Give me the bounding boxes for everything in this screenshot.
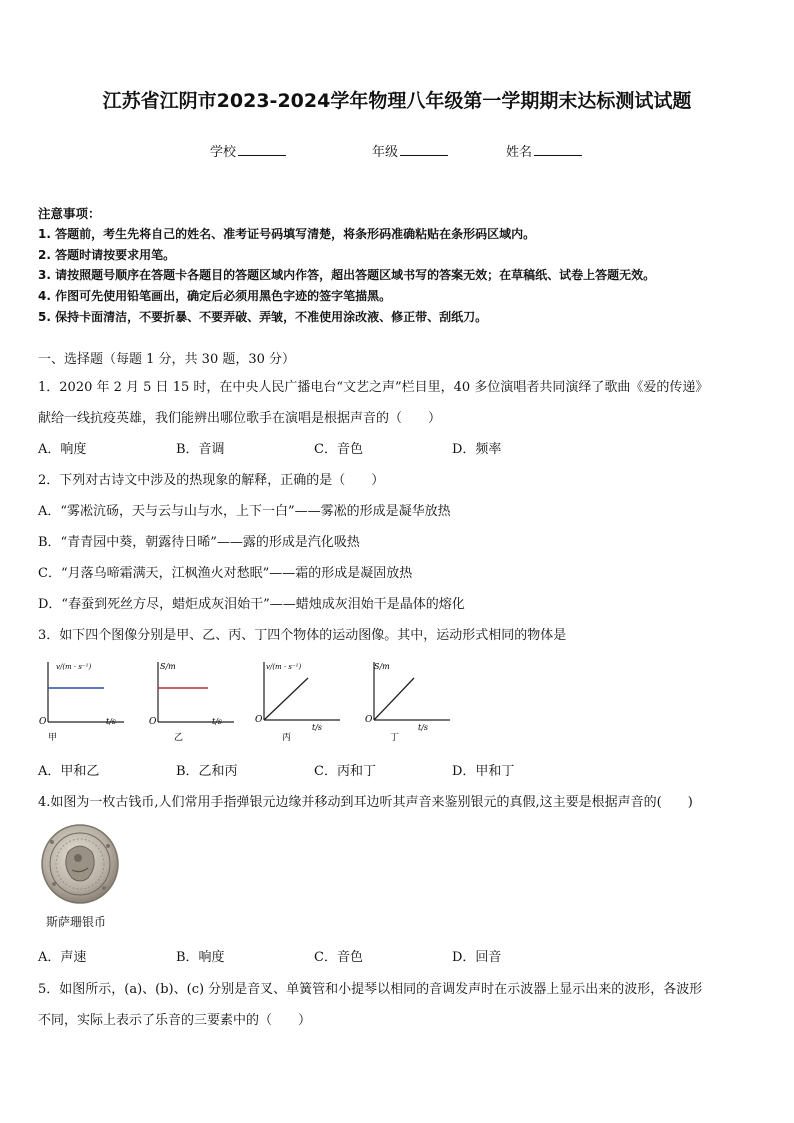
grade-blank	[400, 143, 448, 156]
name-blank	[534, 143, 582, 156]
q4-option-a: A．声速	[38, 950, 87, 965]
y-axis-label: S/m	[374, 662, 390, 671]
section-heading: 一、选择题（每题 1 分，共 30 题，30 分）	[38, 352, 296, 367]
q3-stem: 3．如下四个图像分别是甲、乙、丙、丁四个物体的运动图像。其中，运动形式相同的物体是	[38, 628, 567, 643]
q2-option-a: A．“雾凇沆砀，天与云与山与水，上下一白”——雾凇的形成是凝华放热	[38, 504, 451, 519]
graph-line	[264, 678, 308, 720]
q2-option-d: D．“春蚕到死丝方尽，蜡炬成灰泪始干”——蜡烛成灰泪始干是晶体的熔化	[38, 597, 465, 612]
grade-field	[372, 141, 448, 160]
name-field	[506, 141, 582, 160]
q4-option-d: D．回音	[452, 950, 502, 965]
x-axis-label: t/s	[106, 717, 117, 726]
motion-graph-ding	[362, 656, 458, 746]
q2-option-b: B．“青青园中葵，朝露待日晞”——露的形成是汽化吸热	[38, 535, 360, 550]
origin-label: O	[365, 715, 373, 725]
y-axis-label: S/m	[160, 662, 176, 671]
graph-caption: 丙	[282, 733, 292, 743]
q2-option-c: C．“月落乌啼霜满天，江枫渔火对愁眠”——霜的形成是凝固放热	[38, 566, 413, 581]
origin-label: O	[255, 715, 263, 725]
notice-item: 5. 保持卡面清洁，不要折暴、不要弄破、弄皱，不准使用涂改液、修正带、刮纸刀。	[38, 310, 488, 324]
q5-stem-line1: 5．如图所示，(a)、(b)、(c) 分别是音叉、单簧管和小提琴以相同的音调发声时在示波器上显示出来的波形，各波形	[38, 982, 703, 997]
motion-graph-jia	[36, 656, 128, 746]
notice-item: 3. 请按照题号顺序在答题卡各题目的答题区域内作答，超出答题区域书写的答案无效；在草稿纸、试卷上答题无效。	[38, 268, 656, 282]
x-axis-label: t/s	[418, 723, 429, 732]
notice-item: 4. 作图可先使用铅笔画出，确定后必须用黑色字迹的签字笔描黑。	[38, 289, 392, 303]
graph-line	[374, 678, 414, 720]
graph-caption: 甲	[48, 733, 58, 743]
q3-option-a: A．甲和乙	[38, 764, 100, 779]
origin-label: O	[149, 717, 157, 727]
q5-stem-line2: 不同，实际上表示了乐音的三要素中的（ ）	[38, 1013, 312, 1028]
q1-stem-line1: 1．2020 年 2 月 5 日 15 时，在中央人民广播电台“文艺之声”栏目里，40 多位演唱者共同演绎了歌曲《爱的传递》	[38, 380, 709, 395]
q2-stem: 2．下列对古诗文中涉及的热现象的解释，正确的是（ ）	[38, 473, 385, 488]
school-label: 学校	[210, 145, 237, 160]
name-label: 姓名	[506, 145, 533, 160]
q1-option-b: B．音调	[176, 442, 225, 457]
y-axis-label: v/(m · s⁻¹)	[56, 663, 92, 671]
silver-coin-image	[38, 822, 122, 906]
q4-option-b: B．响度	[176, 950, 225, 965]
q1-stem-line2: 献给一线抗疫英雄，我们能辨出哪位歌手在演唱是根据声音的（ ）	[38, 411, 442, 426]
graph-caption: 丁	[390, 733, 400, 743]
notice-item: 2. 答题时请按要求用笔。	[38, 248, 176, 262]
y-axis-label: v/(m · s⁻¹)	[266, 663, 302, 671]
q3-option-c: C．丙和丁	[314, 764, 376, 779]
graph-caption: 乙	[174, 733, 184, 743]
q1-option-c: C．音色	[314, 442, 363, 457]
q1-option-a: A．响度	[38, 442, 87, 457]
coin-caption: 斯萨珊银币	[46, 915, 107, 929]
origin-label: O	[39, 717, 47, 727]
q4-stem: 4.如图为一枚古钱币,人们常用手指弹银元边缘并移动到耳边听其声音来鉴别银元的真假,这主要是根据声音的( )	[38, 795, 693, 810]
grade-label: 年级	[372, 145, 399, 160]
x-axis-label: t/s	[312, 723, 323, 732]
school-field	[210, 141, 286, 160]
exam-title: 江苏省江阴市2023-2024学年物理八年级第一学期期末达标测试试题	[102, 90, 692, 112]
school-blank	[238, 143, 286, 156]
motion-graph-yi	[146, 656, 238, 746]
x-axis-label: t/s	[212, 717, 223, 726]
q1-option-d: D．频率	[452, 442, 502, 457]
motion-graph-bing	[252, 656, 352, 746]
q4-option-c: C．音色	[314, 950, 363, 965]
notice-title: 注意事项：	[38, 206, 101, 221]
q3-option-b: B．乙和丙	[176, 764, 238, 779]
q3-option-d: D．甲和丁	[452, 764, 515, 779]
notice-item: 1. 答题前，考生先将自己的姓名、准考证号码填写清楚，将条形码准确粘贴在条形码区域内。	[38, 227, 536, 241]
